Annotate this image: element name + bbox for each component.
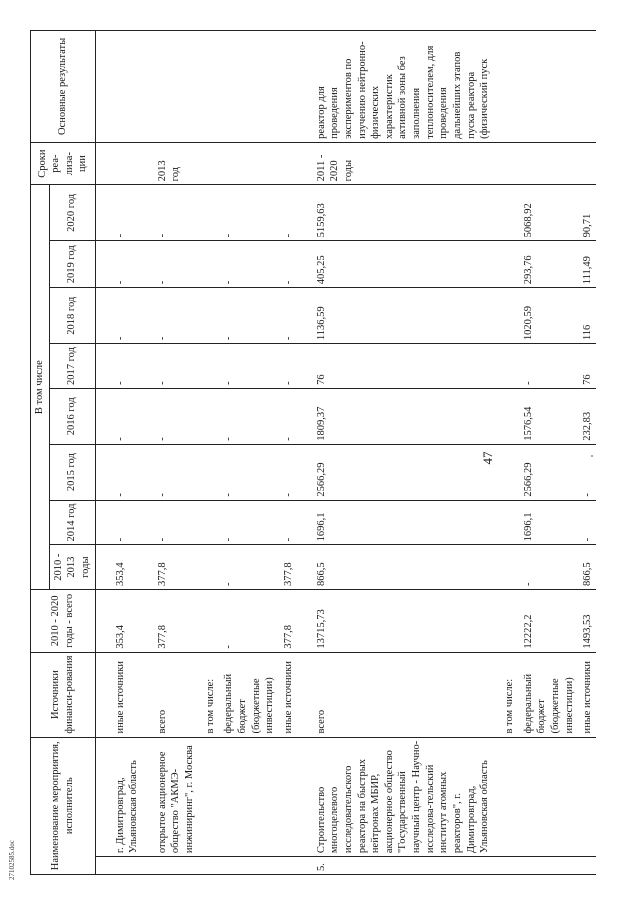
term-cell xyxy=(278,142,297,184)
year-value-cell: - xyxy=(218,388,278,444)
funding-source-cell: иные источники xyxy=(577,652,596,737)
header-row-1 xyxy=(31,31,50,875)
header-year: 2016 год xyxy=(49,388,95,444)
results-cell xyxy=(95,31,142,143)
activity-name-cell: Строительство многоцелевого исследовательского реактора на быстрых нейтронах МБИР, акционерное общество "Государственный научный центр - Научно-исследова-тельский институт атомных реакторов", г. Димитровград, Ульяновская область xyxy=(297,737,493,857)
year-value-cell: - xyxy=(95,444,142,500)
total-cell: 377,8 xyxy=(142,590,198,653)
results-cell xyxy=(218,31,278,143)
funding-source-cell: в том числе: xyxy=(198,652,219,737)
table-body xyxy=(95,31,596,875)
year-value-cell xyxy=(198,344,219,389)
year-value-cell: - xyxy=(278,500,297,545)
year-value-cell: 232,83 xyxy=(577,388,596,444)
funding-source-cell: иные источники xyxy=(95,652,142,737)
term-cell xyxy=(518,142,578,184)
total-cell: 13715,73 xyxy=(297,590,493,653)
activity-name-cell xyxy=(218,737,278,857)
header-results: Основные результаты xyxy=(31,31,96,143)
year-value-cell: - xyxy=(278,444,297,500)
header-total: 2010 - 2020 годы - всего xyxy=(31,590,96,653)
year-value-cell: - xyxy=(278,185,297,241)
row-number xyxy=(577,857,596,875)
table-row xyxy=(142,31,198,875)
row-number xyxy=(278,857,297,875)
year-value-cell: - xyxy=(278,241,297,288)
year-value-cell xyxy=(493,545,518,590)
funding-source-cell: федеральный бюджет (бюджетные инвестиции) xyxy=(218,652,278,737)
year-value-cell: - xyxy=(95,288,142,344)
header-term: Сроки реа-лиза-ции xyxy=(31,142,96,184)
header-year: 2017 год xyxy=(49,344,95,389)
year-value-cell: - xyxy=(142,500,198,545)
year-value-cell: - xyxy=(95,185,142,241)
results-cell xyxy=(142,31,198,143)
year-value-cell: - xyxy=(218,185,278,241)
document-filename: 27102585.doc xyxy=(8,840,16,880)
year-value-cell: - xyxy=(218,500,278,545)
total-cell: 1493,53 xyxy=(577,590,596,653)
table-row xyxy=(198,31,219,875)
year-value-cell: - xyxy=(142,344,198,389)
year-value-cell xyxy=(198,185,219,241)
row-number xyxy=(518,857,578,875)
table-row xyxy=(493,31,518,875)
year-value-cell: 377,8 xyxy=(278,545,297,590)
total-cell: 353,4 xyxy=(95,590,142,653)
header-source: Источники финанси-рования xyxy=(31,652,96,737)
year-value-cell xyxy=(493,500,518,545)
header-in-that: В том числе xyxy=(31,185,50,590)
year-value-cell: - xyxy=(218,288,278,344)
year-value-cell: - xyxy=(218,444,278,500)
total-cell: - xyxy=(218,590,278,653)
year-value-cell: - xyxy=(518,545,578,590)
year-value-cell: 76 xyxy=(297,344,493,389)
year-value-cell: - xyxy=(142,288,198,344)
year-value-cell: 76 xyxy=(577,344,596,389)
year-value-cell: - xyxy=(577,444,596,500)
program-activities-table xyxy=(30,30,596,875)
total-cell xyxy=(493,590,518,653)
year-value-cell: 293,76 xyxy=(518,241,578,288)
year-value-cell: - xyxy=(577,500,596,545)
year-value-cell: 1576,54 xyxy=(518,388,578,444)
year-value-cell xyxy=(493,388,518,444)
table-row xyxy=(95,31,142,875)
header-year: 2020 год xyxy=(49,185,95,241)
year-value-cell xyxy=(493,344,518,389)
year-value-cell: - xyxy=(142,388,198,444)
activity-name-cell xyxy=(198,737,219,857)
year-value-cell: 377,8 xyxy=(142,545,198,590)
year-value-cell xyxy=(198,388,219,444)
year-value-cell: 1696,1 xyxy=(518,500,578,545)
year-value-cell: - xyxy=(278,288,297,344)
funding-source-cell: в том числе: xyxy=(493,652,518,737)
year-value-cell: - xyxy=(95,344,142,389)
year-value-cell: 866,5 xyxy=(577,545,596,590)
row-number xyxy=(493,857,518,875)
year-value-cell: 353,4 xyxy=(95,545,142,590)
year-value-cell xyxy=(198,500,219,545)
results-cell xyxy=(518,31,578,143)
year-value-cell: - xyxy=(142,241,198,288)
year-value-cell: - xyxy=(278,388,297,444)
table-row xyxy=(278,31,297,875)
year-value-cell xyxy=(198,444,219,500)
year-value-cell: 2566,29 xyxy=(297,444,493,500)
year-value-cell: - xyxy=(518,344,578,389)
term-cell xyxy=(198,142,219,184)
header-year: 2019 год xyxy=(49,241,95,288)
year-value-cell: 1696,1 xyxy=(297,500,493,545)
total-cell xyxy=(198,590,219,653)
term-cell xyxy=(95,142,142,184)
activity-name-cell xyxy=(577,737,596,857)
funding-source-cell: иные источники xyxy=(278,652,297,737)
row-number xyxy=(142,857,198,875)
header-year: 2018 год xyxy=(49,288,95,344)
funding-source-cell: всего xyxy=(142,652,198,737)
year-value-cell: - xyxy=(218,545,278,590)
year-value-cell xyxy=(198,241,219,288)
row-number xyxy=(95,857,142,875)
results-cell xyxy=(577,31,596,143)
year-value-cell: 405,25 xyxy=(297,241,493,288)
results-cell xyxy=(198,31,219,143)
year-value-cell: 5159,63 xyxy=(297,185,493,241)
year-value-cell: - xyxy=(95,241,142,288)
year-value-cell: 866,5 xyxy=(297,545,493,590)
year-value-cell xyxy=(198,545,219,590)
results-cell xyxy=(278,31,297,143)
year-value-cell: 116 xyxy=(577,288,596,344)
header-year: 2015 год xyxy=(49,444,95,500)
results-cell xyxy=(493,31,518,143)
activity-name-cell xyxy=(518,737,578,857)
year-value-cell: 1136,59 xyxy=(297,288,493,344)
year-value-cell: - xyxy=(218,344,278,389)
year-value-cell xyxy=(493,288,518,344)
header-year: 2010 - 2013 годы xyxy=(49,545,95,590)
year-value-cell: 1020,59 xyxy=(518,288,578,344)
funding-source-cell: всего xyxy=(297,652,493,737)
page-number: 47 xyxy=(480,451,495,465)
row-number xyxy=(218,857,278,875)
year-value-cell: 2566,29 xyxy=(518,444,578,500)
header-name: Наименование мероприятия, исполнитель xyxy=(31,737,96,874)
funding-source-cell: федеральный бюджет (бюджетные инвестиции) xyxy=(518,652,578,737)
year-value-cell: - xyxy=(95,500,142,545)
total-cell: 12222,2 xyxy=(518,590,578,653)
year-value-cell: - xyxy=(95,388,142,444)
year-value-cell xyxy=(493,444,518,500)
activity-name-cell: открытое акционерное общество "АКМЭ-инжиниринг", г. Москва xyxy=(142,737,198,857)
table-row xyxy=(297,31,493,875)
year-value-cell: - xyxy=(142,185,198,241)
rotated-table-stage xyxy=(30,30,594,875)
term-cell xyxy=(493,142,518,184)
total-cell: 377,8 xyxy=(278,590,297,653)
year-value-cell: 1809,37 xyxy=(297,388,493,444)
table-row xyxy=(518,31,578,875)
activity-name-cell xyxy=(493,737,518,857)
year-value-cell: 90,71 xyxy=(577,185,596,241)
year-value-cell xyxy=(493,185,518,241)
year-value-cell: - xyxy=(278,344,297,389)
year-value-cell xyxy=(198,288,219,344)
activity-name-cell xyxy=(278,737,297,857)
year-value-cell: 111,49 xyxy=(577,241,596,288)
term-cell: 2013 год xyxy=(142,142,198,184)
results-cell: реактор для проведения экспериментов по изучению нейтронно-физических характеристик активной зоны без заполнения теплоносителем, для проведения дальнейших этапов пуска реактора (физический пуск xyxy=(297,31,493,143)
term-cell: 2011 - 2020 годы xyxy=(297,142,493,184)
activity-name-cell: г. Димитровград, Ульяновская область xyxy=(95,737,142,857)
header-year: 2014 год xyxy=(49,500,95,545)
year-value-cell: 5068,92 xyxy=(518,185,578,241)
year-value-cell xyxy=(493,241,518,288)
row-number xyxy=(198,857,219,875)
year-value-cell: - xyxy=(142,444,198,500)
term-cell xyxy=(218,142,278,184)
table-row xyxy=(218,31,278,875)
year-value-cell: - xyxy=(218,241,278,288)
term-cell xyxy=(577,142,596,184)
table-row xyxy=(577,31,596,875)
row-number: 5. xyxy=(297,857,493,875)
